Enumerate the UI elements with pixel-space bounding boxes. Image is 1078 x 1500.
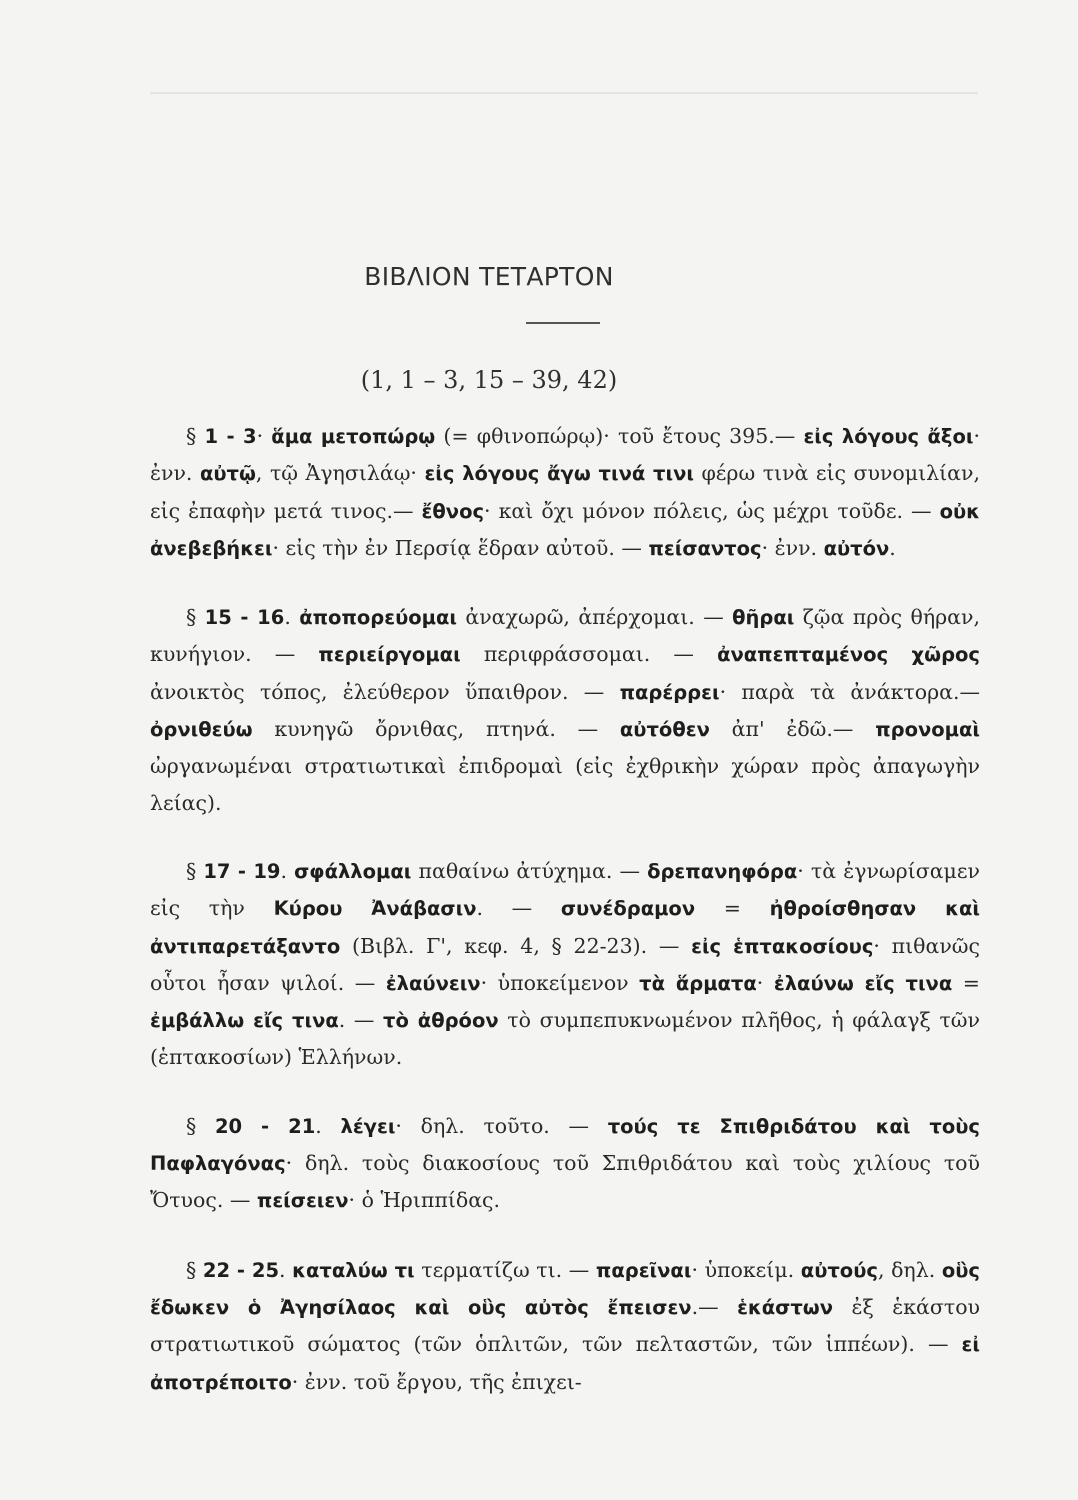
bold-term: λέγει — [340, 1114, 396, 1138]
bold-term: περιείργομαι — [318, 643, 461, 667]
bold-term: συνέδραμον — [560, 897, 696, 921]
gloss-text: κυνηγῶ ὄρνιθας, πτηνά. — — [252, 717, 620, 742]
paragraph — [150, 599, 980, 821]
bold-term: 20 - 21 — [214, 1114, 316, 1138]
bold-term: αὐτόθεν — [619, 718, 710, 742]
gloss-text: · δηλ. τοῦτο. — — [395, 1113, 608, 1138]
paragraph — [150, 1252, 980, 1401]
gloss-text: · ἐνν. τοῦ ἔργου, τῆς ἐπιχει- — [291, 1369, 582, 1394]
gloss-text: ἀναχωρῶ, ἀπέρχομαι. — — [457, 605, 733, 630]
bold-term: πείσαντος — [648, 536, 762, 560]
gloss-text: ὠργανωμέναι στρατιωτικαὶ ἐπιδρομαὶ (εἰς ἐχθρικὴν χώραν πρὸς ἀπαγωγὴν λείας). — [150, 754, 980, 815]
bold-term: ἐλαύνειν — [385, 971, 481, 995]
gloss-text: · ὑποκείμενον — [480, 970, 640, 995]
gloss-text: · εἰς τὴν ἐν Περσίᾳ ἕδραν αὐτοῦ. — — [272, 535, 649, 560]
bold-term: παρεῖναι — [595, 1258, 692, 1282]
title-underline — [526, 322, 600, 324]
gloss-text: § — [186, 424, 205, 448]
commentary-body — [150, 418, 980, 1433]
bold-term: ἑκάστων — [737, 1295, 834, 1319]
gloss-text: ἀνοικτὸς τόπος, ἐλεύθερον ὕπαιθρον. — — [150, 679, 620, 704]
gloss-text: · — [756, 970, 774, 995]
gloss-text: . — [315, 1113, 341, 1138]
bold-term: εἰς ἑπτακοσίους — [691, 934, 874, 958]
gloss-text: (= φθινοπώρῳ)· τοῦ ἔτους 395.— — [435, 424, 804, 448]
gloss-text: . — — [338, 1008, 384, 1033]
bold-term: Κύρου Ἀνάβασιν — [273, 897, 477, 921]
gloss-text: , τῷ Ἀγησιλάῳ· — [255, 461, 425, 486]
gloss-text: · παρὰ τὰ ἀνάκτορα.— — [719, 679, 980, 704]
gloss-text: . — [889, 535, 896, 560]
bold-term: ἀναπεπταμένος χῶρος — [717, 643, 980, 667]
chapter-title: ΒΙΒΛΙΟΝ ΤΕΤΑΡΤΟΝ — [364, 262, 614, 291]
gloss-text: .— — [691, 1294, 738, 1319]
gloss-text: ἀπ' ἐδῶ.— — [709, 717, 876, 742]
bold-term: ἠθροίσθησαν καὶ ἀντιπαρετάξαντο — [150, 897, 980, 958]
bold-term: εἰς λόγους ἄγω τινά τινι — [424, 462, 694, 486]
gloss-text: § — [186, 858, 204, 883]
gloss-text: · — [256, 424, 272, 448]
paragraph — [150, 418, 980, 567]
bold-term: προνομαὶ — [875, 718, 980, 742]
gloss-text: ἐξ ἑκάστου στρατιωτικοῦ σώματος (τῶν ὁπλιτῶν, τῶν πελταστῶν, τῶν ἱππέων). — — [150, 1294, 980, 1357]
paragraph — [150, 1108, 980, 1220]
gloss-text: = — [952, 970, 980, 995]
bold-term: εἰς λόγους ἄξοι — [803, 425, 974, 448]
bold-term: 22 - 25 — [202, 1258, 280, 1282]
gloss-text: · ἐνν. — [150, 424, 980, 486]
bold-term: ἅμα μετοπώρῳ — [271, 425, 436, 448]
bold-term: εἰ ἀποτρέποιτο — [150, 1333, 980, 1394]
gloss-text: . — [279, 1257, 293, 1282]
gloss-text: § — [186, 1113, 215, 1138]
bold-term: ἀποπορεύομαι — [299, 606, 457, 630]
bold-term: αὐτῷ — [199, 462, 256, 486]
gloss-text: . — [284, 605, 300, 630]
gloss-text: τερματίζω τι. — — [414, 1257, 596, 1282]
gloss-text: . — — [476, 896, 561, 921]
bold-term: δρεπανηφόρα — [647, 859, 798, 883]
gloss-text: τὸ συμπεπυκνωμένον πλῆθος, ἡ φάλαγξ τῶν (ἑπτακοσίων) Ἑλλήνων. — [150, 1008, 980, 1070]
gloss-text: · πιθανῶς οὗτοι ἦσαν ψιλοί. — — [150, 933, 980, 995]
gloss-text: περιφράσσομαι. — — [460, 642, 718, 667]
bold-term: παρέρρει — [619, 680, 720, 704]
gloss-text: · δηλ. τοὺς διακοσίους τοῦ Σπιθριδάτου καὶ τοὺς χιλίους τοῦ Ὄτυος. — — [150, 1151, 980, 1213]
bold-term: οὐκ ἀνεβεβήκει — [150, 499, 980, 560]
gloss-text: · καὶ ὄχι μόνον πόλεις, ὡς μέχρι τοῦδε. — — [484, 498, 940, 523]
gloss-text: (Βιβλ. Γ', κεφ. 4, § 22-23). — — [340, 933, 692, 958]
bold-term: ἐμβάλλω εἴς τινα — [150, 1009, 339, 1033]
bold-term: ὀρνιθεύω — [150, 718, 253, 742]
bold-term: αὐτόν — [823, 536, 890, 560]
bold-term: πείσειεν — [256, 1189, 349, 1213]
gloss-text: . — [280, 858, 295, 883]
bold-term: 1 - 3 — [204, 425, 257, 448]
bold-term: τούς τε Σπιθριδάτου καὶ τοὺς Παφλαγόνας — [150, 1114, 980, 1176]
gloss-text: = — [695, 896, 770, 921]
gloss-text: φέρω τινὰ εἰς συνομιλίαν, εἰς ἐπαφὴν μετά τινος.— — [150, 461, 980, 523]
bold-term: σφάλλομαι — [294, 859, 412, 883]
gloss-text: · ὁ Ἡριππίδας. — [348, 1188, 501, 1213]
bold-term: ἐλαύνω εἴς τινα — [773, 971, 953, 995]
chapter-subtitle: (1, 1 – 3, 15 – 39, 42) — [360, 366, 618, 394]
bold-term: ἔθνος — [421, 499, 485, 523]
paragraph — [150, 853, 980, 1076]
bold-term: θῆραι — [732, 606, 795, 630]
gloss-text: , δηλ. — [877, 1257, 942, 1282]
gloss-text: § — [186, 605, 205, 630]
bold-term: οὓς ἔδωκεν ὁ Ἀγησίλαος καὶ οὓς αὐτὸς ἔπεισεν — [150, 1258, 980, 1319]
gloss-text: ζῷα πρὸς θήραν, κυνήγιον. — — [150, 605, 980, 667]
header-rule — [150, 92, 978, 94]
gloss-text: · ἐνν. — [761, 535, 824, 560]
bold-term: 17 - 19 — [203, 859, 281, 883]
chapter-title-block — [264, 262, 714, 291]
bold-term: τὸ ἀθρόον — [383, 1009, 499, 1033]
gloss-text: · τὰ ἐγνωρίσαμεν εἰς τὴν — [150, 858, 980, 921]
gloss-text: παθαίνω ἀτύχημα. — — [411, 858, 648, 883]
bold-term: 15 - 16 — [204, 606, 285, 630]
bold-term: καταλύω τι — [292, 1258, 415, 1282]
gloss-text: · ὑποκείμ. — [691, 1257, 801, 1282]
bold-term: τὰ ἅρματα — [639, 971, 757, 995]
bold-term: αὐτούς — [800, 1258, 878, 1282]
gloss-text: § — [186, 1257, 203, 1282]
